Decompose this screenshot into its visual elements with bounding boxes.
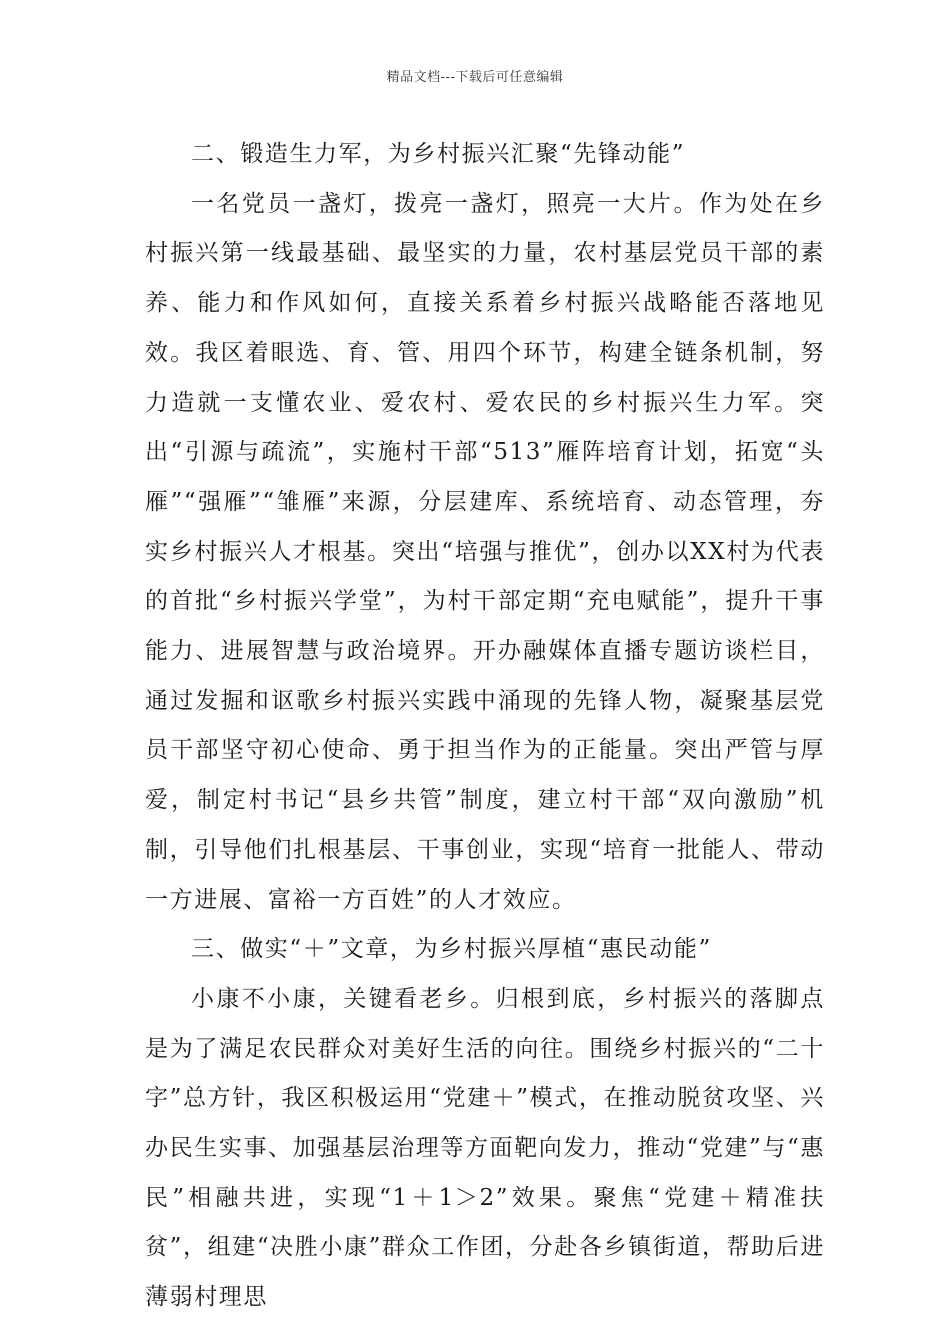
body-paragraph-2: 小康不小康，关键看老乡。归根到底，乡村振兴的落脚点是为了满足农民群众对美好生活的向往。围绕乡村振兴的“二十字”总方针，我区积极运用“党建＋”模式，在推动脱贫攻坚、兴办民生实事、加强基层治理等方面靶向发力，推动“党建”与“惠民”相融共进，实现“1＋1＞2”效果。聚焦“党建＋精准扶贫”，组建“决胜小康”群众工作团，分赴各乡镇街道，帮助后进薄弱村理思 <box>145 985 825 1311</box>
body-paragraph-1: 一名党员一盏灯，拨亮一盏灯，照亮一大片。作为处在乡村振兴第一线最基础、最坚实的力量，农村基层党员干部的素养、能力和作风如何，直接关系着乡村振兴战略能否落地见效。我区着眼选、育、管、用四个环节，构建全链条机制，努力造就一支懂农业、爱农村、爱农民的乡村振兴生力军。突出“引源与疏流”，实施村干部“513”雁阵培育计划，拓宽“头雁”“强雁”“雏雁”来源，分层建库、系统培育、动态管理，夯实乡村振兴人才根基。突出“培强与推优”，创办以XX村为代表的首批“乡村振兴学堂”，为村干部定期“充电赋能”，提升干事能力、进展智慧与政治境界。开办融媒体直播专题访谈栏目，通过发掘和讴歌乡村振兴实践中涌现的先锋人物，凝聚基层党员干部坚守初心使命、勇于担当作为的正能量。突出严管与厚爱，制定村书记“县乡共管”制度，建立村干部“双向激励”机制，引导他们扎根基层、干事创业，实现“培育一批能人、带动一方进展、富裕一方百姓”的人才效应。 <box>145 190 825 913</box>
page-header: 精品文档---下载后可任意编辑 <box>386 70 564 85</box>
document-body <box>145 130 825 1323</box>
section-heading-3: 三、做实“＋”文章，为乡村振兴厚植“惠民动能” <box>191 936 712 963</box>
section-heading-2: 二、锻造生力军，为乡村振兴汇聚“先锋动能” <box>191 141 686 167</box>
